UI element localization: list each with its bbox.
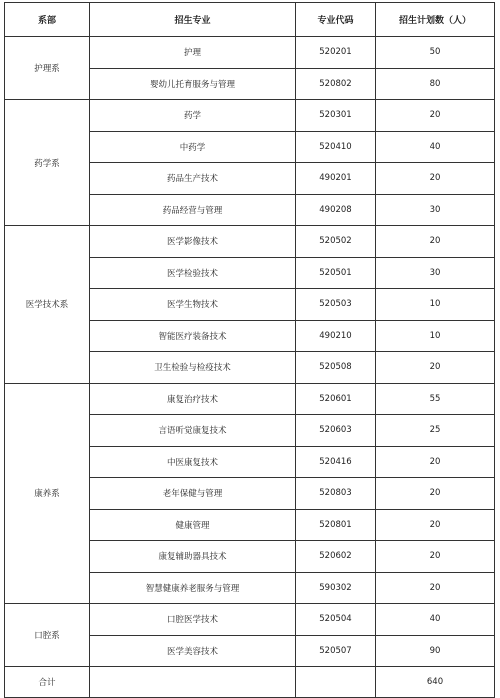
plan-cell: 20 [376, 509, 495, 541]
department-cell: 口腔系 [5, 604, 90, 667]
major-cell: 婴幼儿托育服务与管理 [90, 68, 296, 100]
enrollment-plan-table [4, 2, 495, 698]
code-cell: 590302 [296, 572, 376, 604]
major-cell: 智慧健康养老服务与管理 [90, 572, 296, 604]
plan-cell: 80 [376, 68, 495, 100]
header-code: 专业代码 [296, 3, 376, 37]
code-cell: 520602 [296, 541, 376, 573]
code-cell: 520201 [296, 37, 376, 69]
major-cell: 医学检验技术 [90, 257, 296, 289]
plan-cell: 90 [376, 635, 495, 667]
table-row [5, 37, 495, 69]
code-cell: 520603 [296, 415, 376, 447]
code-cell: 520507 [296, 635, 376, 667]
major-cell: 护理 [90, 37, 296, 69]
table-header [5, 3, 495, 37]
department-cell: 药学系 [5, 100, 90, 226]
major-cell: 医学生物技术 [90, 289, 296, 321]
code-cell: 520503 [296, 289, 376, 321]
plan-cell: 20 [376, 541, 495, 573]
code-cell: 520504 [296, 604, 376, 636]
major-cell: 中药学 [90, 131, 296, 163]
department-cell: 护理系 [5, 37, 90, 100]
code-cell: 520601 [296, 383, 376, 415]
code-cell: 520508 [296, 352, 376, 384]
plan-cell: 50 [376, 37, 495, 69]
major-cell: 药品经营与管理 [90, 194, 296, 226]
table-row [5, 100, 495, 132]
plan-cell: 40 [376, 131, 495, 163]
total-code-empty [296, 667, 376, 698]
header-row [5, 3, 495, 37]
code-cell: 520801 [296, 509, 376, 541]
code-cell: 490210 [296, 320, 376, 352]
code-cell: 520501 [296, 257, 376, 289]
header-major: 招生专业 [90, 3, 296, 37]
major-cell: 言语听觉康复技术 [90, 415, 296, 447]
code-cell: 490208 [296, 194, 376, 226]
major-cell: 口腔医学技术 [90, 604, 296, 636]
plan-cell: 10 [376, 320, 495, 352]
code-cell: 520416 [296, 446, 376, 478]
plan-cell: 25 [376, 415, 495, 447]
total-plan: 640 [376, 667, 495, 698]
major-cell: 药学 [90, 100, 296, 132]
total-major-empty [90, 667, 296, 698]
table-body [5, 37, 495, 667]
code-cell: 520502 [296, 226, 376, 258]
plan-cell: 20 [376, 226, 495, 258]
plan-cell: 20 [376, 100, 495, 132]
plan-cell: 20 [376, 478, 495, 510]
header-plan: 招生计划数（人） [376, 3, 495, 37]
plan-cell: 55 [376, 383, 495, 415]
code-cell: 490201 [296, 163, 376, 195]
enrollment-document [4, 2, 494, 694]
major-cell: 康复治疗技术 [90, 383, 296, 415]
major-cell: 中医康复技术 [90, 446, 296, 478]
table-row [5, 226, 495, 258]
total-label: 合计 [5, 667, 90, 698]
major-cell: 医学影像技术 [90, 226, 296, 258]
plan-cell: 20 [376, 446, 495, 478]
major-cell: 智能医疗装备技术 [90, 320, 296, 352]
total-row [5, 667, 495, 698]
header-dept: 系部 [5, 3, 90, 37]
major-cell: 老年保健与管理 [90, 478, 296, 510]
plan-cell: 20 [376, 572, 495, 604]
major-cell: 药品生产技术 [90, 163, 296, 195]
major-cell: 卫生检验与检疫技术 [90, 352, 296, 384]
code-cell: 520802 [296, 68, 376, 100]
code-cell: 520410 [296, 131, 376, 163]
plan-cell: 40 [376, 604, 495, 636]
table-row [5, 383, 495, 415]
department-cell: 医学技术系 [5, 226, 90, 384]
major-cell: 康复辅助器具技术 [90, 541, 296, 573]
plan-cell: 20 [376, 352, 495, 384]
department-cell: 康养系 [5, 383, 90, 604]
code-cell: 520301 [296, 100, 376, 132]
code-cell: 520803 [296, 478, 376, 510]
plan-cell: 30 [376, 194, 495, 226]
major-cell: 医学美容技术 [90, 635, 296, 667]
table-row [5, 604, 495, 636]
table-footer [5, 667, 495, 698]
plan-cell: 10 [376, 289, 495, 321]
plan-cell: 30 [376, 257, 495, 289]
major-cell: 健康管理 [90, 509, 296, 541]
plan-cell: 20 [376, 163, 495, 195]
